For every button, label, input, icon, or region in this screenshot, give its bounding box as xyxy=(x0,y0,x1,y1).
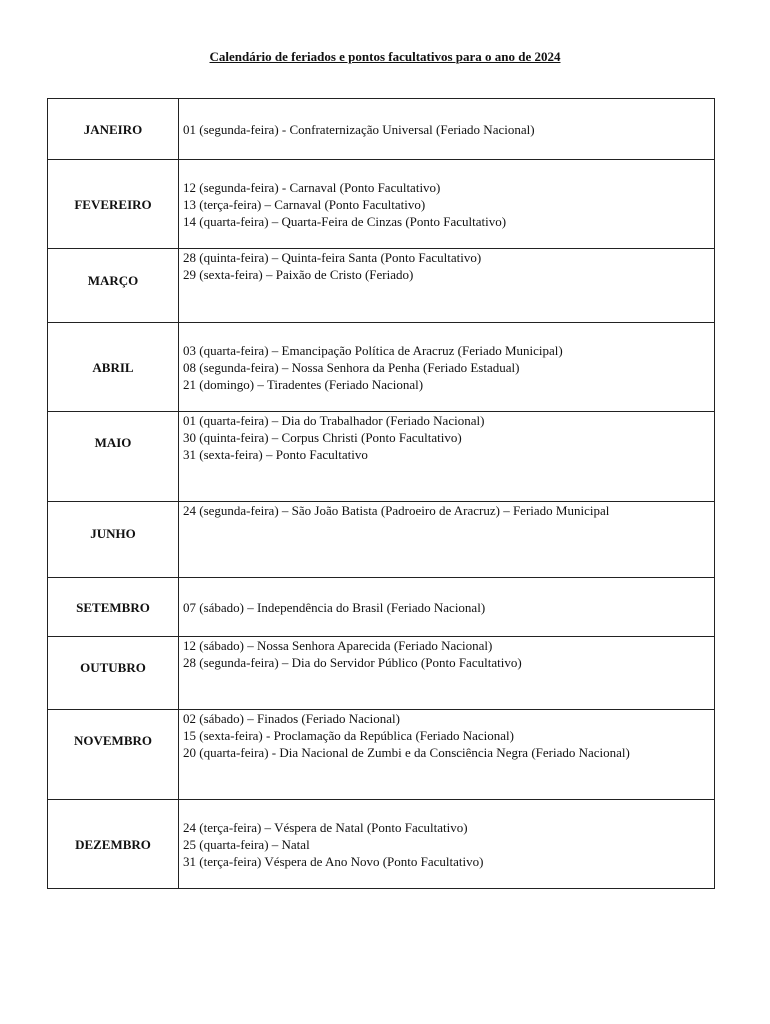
event-line: 07 (sábado) – Independência do Brasil (Feriado Nacional) xyxy=(183,599,486,615)
month-events xyxy=(179,249,715,323)
event-line: 13 (terça-feira) – Carnaval (Ponto Facultativo) xyxy=(183,196,426,212)
event-line: 08 (segunda-feira) – Nossa Senhora da Penha (Feriado Estadual) xyxy=(183,359,520,375)
event-line: 29 (sexta-feira) – Paixão de Cristo (Feriado) xyxy=(183,267,414,282)
page-title: Calendário de feriados e pontos facultativos para o ano de 2024 xyxy=(209,49,561,64)
event-line: 31 (terça-feira) Véspera de Ano Novo (Ponto Facultativo) xyxy=(183,853,484,869)
holiday-calendar-table xyxy=(47,98,715,889)
month-events xyxy=(179,99,715,160)
month-name: OUTUBRO xyxy=(48,637,179,710)
month-name: FEVEREIRO xyxy=(48,160,179,249)
event-line: 01 (segunda-feira) - Confraternização Universal (Feriado Nacional) xyxy=(183,121,535,137)
event-line: 28 (segunda-feira) – Dia do Servidor Público (Ponto Facultativo) xyxy=(183,655,522,670)
month-name: MARÇO xyxy=(48,249,179,323)
month-events xyxy=(179,502,715,578)
table-row xyxy=(48,249,715,323)
event-line: 30 (quinta-feira) – Corpus Christi (Ponto Facultativo) xyxy=(183,430,462,445)
event-line: 31 (sexta-feira) – Ponto Facultativo xyxy=(183,447,368,462)
month-name: NOVEMBRO xyxy=(48,710,179,800)
event-line: 25 (quarta-feira) – Natal xyxy=(183,836,310,852)
month-name: DEZEMBRO xyxy=(48,800,179,889)
event-line: 15 (sexta-feira) - Proclamação da República (Feriado Nacional) xyxy=(183,728,514,743)
event-line: 14 (quarta-feira) – Quarta-Feira de Cinzas (Ponto Facultativo) xyxy=(183,213,507,229)
table-row xyxy=(48,323,715,412)
month-name: SETEMBRO xyxy=(48,578,179,637)
month-name: ABRIL xyxy=(48,323,179,412)
event-line: 01 (quarta-feira) – Dia do Trabalhador (Feriado Nacional) xyxy=(183,413,485,428)
month-name: MAIO xyxy=(48,412,179,502)
table-row xyxy=(48,800,715,889)
table-row xyxy=(48,578,715,637)
event-line: 02 (sábado) – Finados (Feriado Nacional) xyxy=(183,711,400,726)
event-line: 24 (segunda-feira) – São João Batista (Padroeiro de Aracruz) – Feriado Municipal xyxy=(183,503,610,518)
table-row xyxy=(48,502,715,578)
event-line: 24 (terça-feira) – Véspera de Natal (Ponto Facultativo) xyxy=(183,819,468,835)
event-line: 20 (quarta-feira) - Dia Nacional de Zumbi e da Consciência Negra (Feriado Nacional) xyxy=(183,745,630,760)
event-line: 12 (segunda-feira) - Carnaval (Ponto Facultativo) xyxy=(183,179,441,195)
event-line: 03 (quarta-feira) – Emancipação Política de Aracruz (Feriado Municipal) xyxy=(183,342,563,358)
month-events xyxy=(179,323,715,412)
month-events xyxy=(179,800,715,889)
month-events xyxy=(179,710,715,800)
month-events xyxy=(179,412,715,502)
event-line: 21 (domingo) – Tiradentes (Feriado Nacional) xyxy=(183,376,424,392)
month-name: JUNHO xyxy=(48,502,179,578)
table-row xyxy=(48,710,715,800)
month-events xyxy=(179,160,715,249)
month-events xyxy=(179,578,715,637)
event-line: 12 (sábado) – Nossa Senhora Aparecida (Feriado Nacional) xyxy=(183,638,493,653)
table-row xyxy=(48,412,715,502)
month-events xyxy=(179,637,715,710)
month-name: JANEIRO xyxy=(48,99,179,160)
table-row xyxy=(48,99,715,160)
event-line: 28 (quinta-feira) – Quinta-feira Santa (Ponto Facultativo) xyxy=(183,250,482,265)
table-row xyxy=(48,637,715,710)
table-row xyxy=(48,160,715,249)
